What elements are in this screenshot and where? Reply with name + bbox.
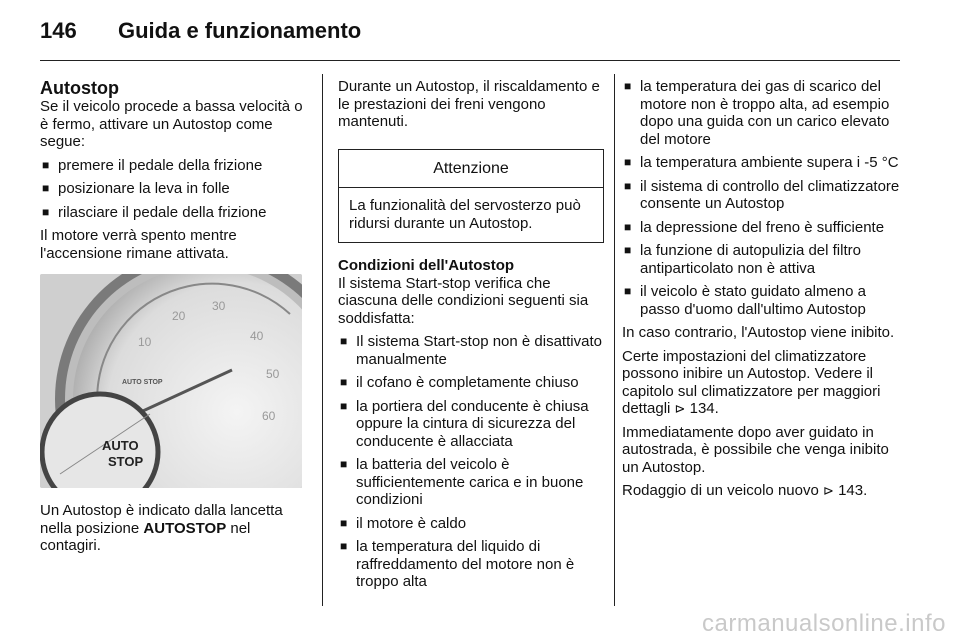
- square-bullet-icon: ■: [340, 457, 348, 471]
- list-item: ■ Il sistema Start-stop non è disattivato manualmente: [340, 333, 602, 368]
- zoom-circle: [42, 394, 158, 488]
- list-item: ■ la batteria del veicolo è sufficientemente carica e in buone condizioni: [340, 456, 584, 508]
- square-bullet-icon: ■: [340, 375, 348, 389]
- square-bullet-icon: ■: [340, 515, 348, 530]
- square-bullet-icon: ■: [624, 219, 632, 234]
- column-divider-1: [322, 74, 323, 606]
- list-item: ■ rilasciare il pedale della frizione: [42, 203, 267, 221]
- square-bullet-icon: ■: [340, 539, 348, 553]
- tachometer-figure: [40, 274, 302, 488]
- square-bullet-icon: ■: [42, 181, 50, 195]
- tachometer-illustration: [40, 274, 302, 488]
- page-number: 146: [40, 18, 77, 43]
- notice-box: [338, 149, 604, 244]
- list-item: ■ la temperatura dei gas di scarico del motore non è troppo alta, ad esempio dopo una guida con un carico elevato del motore: [624, 78, 890, 148]
- square-bullet-icon: ■: [42, 204, 50, 219]
- column-3: [622, 78, 904, 506]
- gauge-tick-label: 20: [172, 309, 186, 323]
- after-text: Il motore verrà spento mentre l'accensione rimane attivata.: [40, 227, 237, 262]
- conditions-intro: Il sistema Start-stop verifica che ciascuna delle condizioni seguenti sia soddisfatta:: [338, 274, 589, 327]
- paragraph: In caso contrario, l'Autostop viene inibito.: [622, 324, 895, 341]
- square-bullet-icon: ■: [42, 157, 50, 172]
- notice-body: La funzionalità del servosterzo può ridursi durante un Autostop.: [349, 197, 581, 232]
- list-item: ■ il motore è caldo: [340, 514, 467, 532]
- list-item: ■ il cofano è completamente chiuso: [340, 374, 579, 391]
- column-2: [338, 78, 604, 597]
- gauge-tick-label: 60: [262, 409, 276, 423]
- figure-caption: Un Autostop è indicato dalla lancetta nella posizione AUTOSTOP nel contagiri.: [40, 502, 283, 554]
- bullet-list: [622, 78, 904, 318]
- intro-text: Durante un Autostop, il riscaldamento e le prestazioni dei freni vengono mantenuti.: [338, 78, 600, 130]
- zoom-label-auto: AUTO: [102, 438, 139, 453]
- section-heading-conditions: Condizioni dell'Autostop: [338, 257, 515, 274]
- square-bullet-icon: ■: [624, 284, 632, 298]
- list-item: ■ posizionare la leva in folle: [42, 180, 230, 197]
- notice-title: Attenzione: [339, 150, 603, 189]
- page-ref-link[interactable]: 134.: [689, 400, 719, 417]
- page-ref-link[interactable]: 143.: [838, 482, 868, 499]
- bullet-list: [40, 157, 306, 222]
- square-bullet-icon: ■: [624, 155, 632, 169]
- ref-arrow-icon: ⊳: [822, 483, 834, 498]
- watermark: carmanualsonline.info: [702, 610, 946, 637]
- ref-arrow-icon: ⊳: [674, 401, 686, 416]
- gauge-tick-label: 50: [266, 367, 280, 381]
- square-bullet-icon: ■: [340, 334, 348, 348]
- list-item: ■ la portiera del conducente è chiusa oppure la cintura di sicurezza del conducente è allacciata: [340, 397, 589, 450]
- gauge-tick-label: 30: [212, 299, 226, 313]
- list-item: ■ la temperatura ambiente supera i -5 °C: [624, 154, 899, 171]
- gauge-tick-label: 40: [250, 329, 264, 343]
- intro-text: Se il veicolo procede a bassa velocità o è fermo, attivare un Autostop come segue:: [40, 98, 303, 150]
- list-item: ■ la funzione di autopulizia del filtro antiparticolato non è attiva: [624, 242, 861, 277]
- square-bullet-icon: ■: [624, 178, 632, 193]
- page-title: Guida e funzionamento: [118, 18, 362, 43]
- list-item: ■ il veicolo è stato guidato almeno a passo d'uomo dall'ultimo Autostop: [624, 283, 866, 318]
- paragraph: Certe impostazioni del climatizzatore possono inibire un Autostop. Vedere il capitolo sul climatizzatore per maggiori dettagli ⊳ 134.: [622, 347, 881, 417]
- paragraph: Rodaggio di un veicolo nuovo ⊳ 143.: [622, 482, 868, 499]
- paragraph: Immediatamente dopo aver guidato in autostrada, è possibile che venga inibito un Autostop.: [622, 423, 889, 476]
- square-bullet-icon: ■: [340, 398, 348, 413]
- list-item: ■ la temperatura del liquido di raffreddamento del motore non è troppo alta: [340, 538, 575, 590]
- list-item: ■ premere il pedale della frizione: [42, 156, 263, 174]
- gauge-autostop-label: AUTO STOP: [122, 379, 163, 386]
- bullet-list: [338, 333, 604, 591]
- column-divider-2: [614, 74, 615, 606]
- zoom-label-stop: STOP: [108, 454, 144, 469]
- gauge-tick-label: 10: [138, 335, 152, 349]
- column-1: [40, 78, 306, 561]
- square-bullet-icon: ■: [624, 79, 632, 93]
- page-header: [40, 16, 900, 61]
- list-item: ■ il sistema di controllo del climatizzatore consente un Autostop: [624, 177, 900, 212]
- list-item: ■ la depressione del freno è sufficiente: [624, 218, 885, 236]
- section-heading-autostop: Autostop: [40, 78, 119, 98]
- square-bullet-icon: ■: [624, 243, 632, 257]
